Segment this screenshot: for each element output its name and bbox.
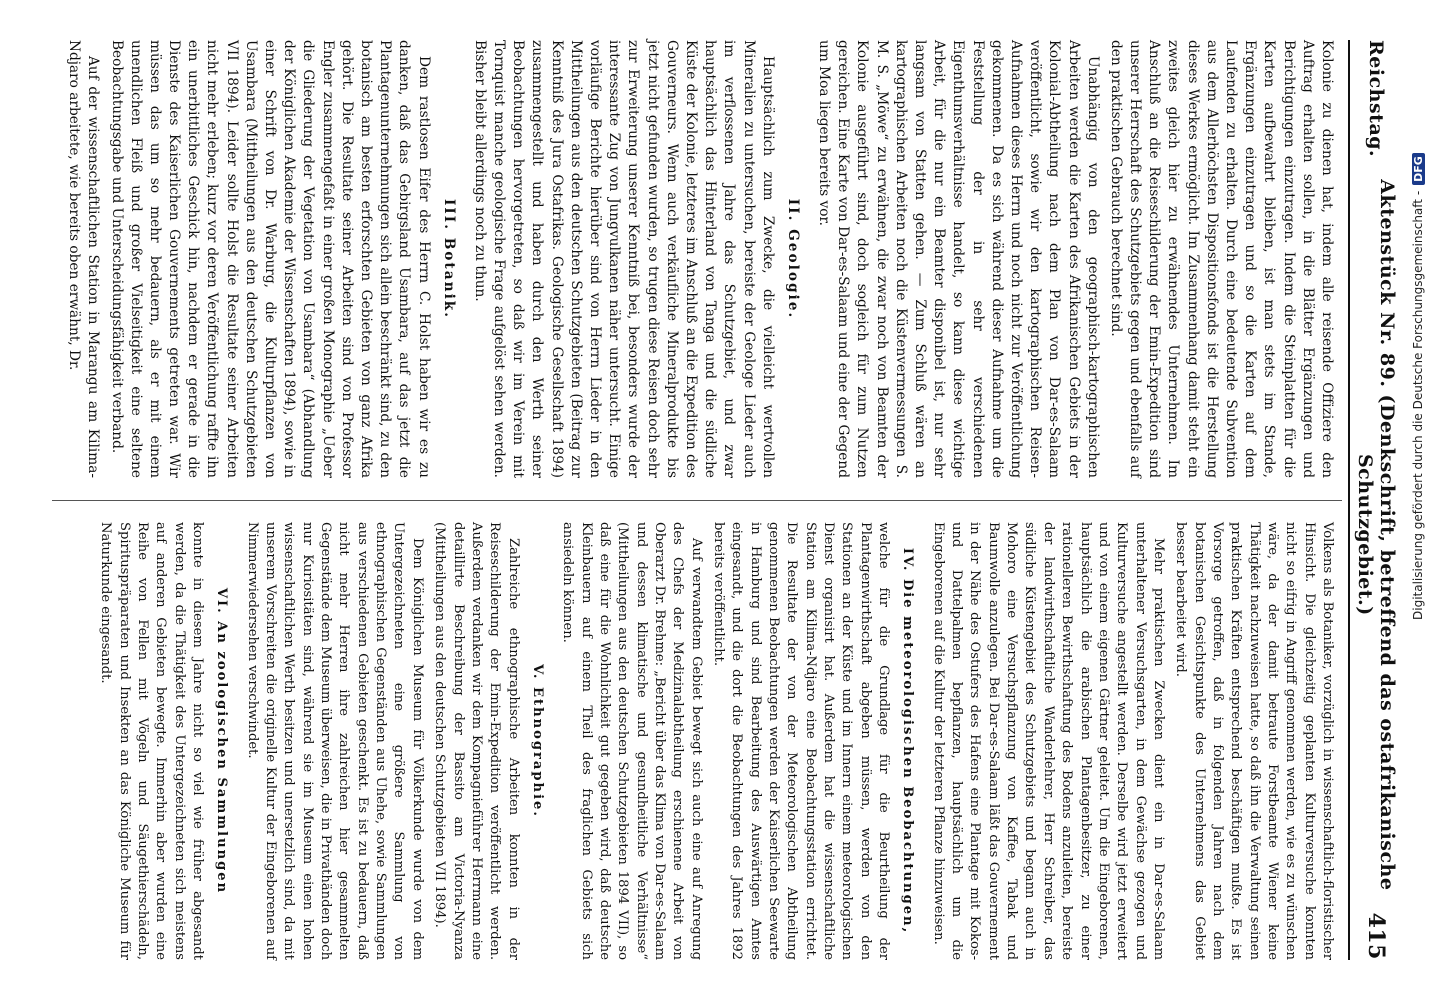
header-left: Reichstag. (1365, 40, 1387, 158)
column-divider (52, 500, 1342, 501)
paragraph: Unabhängig von den geographisch-kartographischen Arbeiten werden die Karten des Afrikanischen Gebiets in der Kolonial-Abtheilung nach dem Plan von Dar-es-Salaam veröffentlicht, sowie wir den kartographischen Reisen-Aufnahmen dieses Herrn und noch nicht zur Veröffentlichung gekommenen. Da es sich während dieser Aufnahme um die Feststellung der in sehr verschiedenen Eigenthumsverhältnisse handelt, so kann diese wichtige Arbeit, für die nur ein Beamter disponibel ist, nur sehr langsam von Statten gehen. — Zum Schluß wären an kartographischen Arbeiten noch die Küstenvermessungen S. M. S. „Möwe“ zu erwähnen, die zwar noch von Beamten der Kolonie ausgeführt sind, doch sogleich für zum Nutzen gereichen. Eine Karte von Dar-es-Salaam und eine der Gegend um Moa liegen bereits vor. (816, 40, 1101, 478)
header-rule (1348, 40, 1350, 960)
paragraph: Mehr praktischen Zwecken dient ein in Dar-es-Salaam unterhaltener Versuchsgarten, in dem Gewächse gezogen und Kulturversuche angestellt werden. Derselbe wird jetzt erweitert und von einem eigenen Gärtner geleitet. Um die Eingeborenen, hauptsächlich die arabischen Plantagenbesitzer, zu einer rationelleren Bewirthschaftung des Bodens anzuleiten, bereiste der landwirthschaftliche Wanderlehrer, Herr Schreiber, das südliche Küstengebiet des Schutzgebiets und begann auch in Mohoro eine Versuchspflanzung von Kaffee, Tabak und Baumwolle anzulegen. Bei Dar-es-Salaam läßt das Gouvernement in der Nähe des Ostufers des Hafens eine Plantage mit Kokos- und Dattelpalmen bepflanzen, hauptsächlich um die Eingeborenen auf die Kultur der letzteren Pflanze hinzuweisen. (930, 522, 1166, 960)
paragraph: Dem rastlosen Eifer des Herrn C. Holst haben wir es zu danken, daß das Gebirgsland Usambara, auf das jetzt die Plantagenunternehmungen sich allein beschränkt sind, zu den botanisch am besten erforschten Gebieten von ganz Afrika gehört. Die Resultate seiner Arbeiten sind von Professor Engler zusammengefaßt in einer großen Monographie „Ueber die Gliederung der Vegetation von Usambara“ (Abhandlung der Königlichen Akademie der Wissenschaften 1894), sowie in einer Schrift von Dr. Warburg, die Kulturpflanzen von Usambara (Mittheilungen aus den deutschen Schutzgebieten VII 1894). Leider sollte Holst die Resultate seiner Arbeiten nicht mehr erleben; kurz vor deren Veröffentlichung raffte ihn ein unerbittliches Geschick hin, nachdem er gerade in die Dienste des Kaiserlichen Gouvernements getreten war. Wir müssen das um so mehr bedauern, als er mit einem unendlichen Fleiß und großer Vielseitigkeit eine seltene Beobachtungsgabe und Unterscheidungsfähigkeit verband. (108, 40, 432, 478)
digitization-note (1408, 156, 1428, 620)
section-title-meteorologie: IV. Die meteorologischen Beobachtungen, (900, 547, 916, 935)
paragraph: Hauptsächlich zum Zwecke, die vielleicht wertvollen Mineralien zu untersuchen, bereiste der Geologe Lieder auch im verflossenen Jahre das Schutzgebiet, und zwar hauptsächlich das Hinterland von Tanga und die südliche Küste der Kolonie, letzteres im Anschluß an die Expedition des Gouverneurs. Wenn auch verkäufliche Mineralprodukte bis jetzt nicht gefunden wurden, so trugen diese Reisen doch sehr zur Erweiterung unserer Kenntniß bei, besonders wurde der interessante Zug von Jungvulkanen näher untersucht. Einige vorläufige Berichte hierüber sind von Herrn Lieder in den Mittheilungen aus den deutschen Schutzgebieten (Beitrag zur Kenntniß des Jura Ostafrikas. Geologische Gesellschaft 1894) zusammengestellt und haben durch den Werth seiner Beobachtungen hervorgetreten, so daß wir im Verein mit Tornquist manche geologische Frage aufgelöst sehen werden. Bisher bleibt allerdings noch zu thun. (471, 40, 776, 478)
header-title: Aktenstück Nr. 89. (Denkschrift, betreffend das ostafrikanische Schutzgebiet.) (1354, 179, 1398, 891)
section-title-geologie: II. Geologie. (784, 198, 801, 320)
section-title-botanik: III. Botanik. (440, 198, 457, 320)
paragraph: Dem Königlichen Museum für Völkerkunde wurde von dem Untergezeichneten eine größere Sammlung von ethnographischen Gegenständen aus Uhehe, sowie Sammlungen aus verschiedenen Gebieten geschenkt. Es ist zu bedauern, daß nicht mehr Herren ihre zahlreichen hier gesammelten Gegenstände dem Museum überweisen, die in Privathänden doch nur Kuriositäten sind, während sie im Museum einen hohen wissenschaftlichen Werth besitzen und unersetzlich sind, da mit unserem Vorschreiten die originelle Kultur der Eingeborenen auf Nimmerwiedersehen verschwindet. (244, 522, 425, 960)
digitization-text: Digitalisierung gefördert durch die Deutsche Forschungsgemeinschaft - (1411, 190, 1425, 620)
paragraph: Zahlreiche ethnographische Arbeiten konnten in der Reiseschilderung der Emin-Expedition veröffentlicht werden. Außerdem verdanken wir dem Kompagnieführer Herrmann eine detaillirte Beschreibung der Bassito am Victoria-Nyanza (Mittheilungen aus den deutschen Schutzgebieten VII 1894). (432, 522, 521, 960)
page-number: 415 (1363, 912, 1389, 960)
paragraph: Auf verwandtem Gebiet bewegt sich auch eine auf Anregung des Chefs der Medizinalabtheilung erschienene Arbeit von Oberarzt Dr. Brehme: „Bericht über das Klima von Dar-es-Salaam und dessen klimatische und gesundheitliche Verhältnisse“ (Mittheilungen aus den deutschen Schutzgebieten 1894 VII), so daß eine für die Wohnlichkeit gut gegeben wird, daß deutsche Kleinbauern auf einem Theil des fraglichen Gebiets sich ansiedeln können. (560, 522, 704, 960)
paragraph: Kolonie zu dienen hat, indem alle reisende Offiziere den Auftrag erhalten sollen, in die Blätter Ergänzungen und Berichtigungen einzutragen. Indem die Steinplatten für die Karten aufbewahrt bleiben, ist man stets im Stande, Ergänzungen einzutragen und so die Karten auf dem Laufenden zu erhalten. Durch eine bedeutende Subvention aus dem Allerhöchsten Dispositionsfonds ist die Herstellung dieses Werkes ermöglicht. Im Zusammenhang damit steht ein zweites gleich hier zu erwähnendes Unternehmen. Im Anschluß an die Reiseschilderung der Emin-Expedition sind unserer Herrschaft des Schutzgebiets gegen und ebenfalls auf den praktischen Gebrauch berechnet sind. (1107, 40, 1335, 478)
paragraph: Volkens als Botaniker, vorzüglich in wissenschaftlich-floristischer Hinsicht. Die gleichzeitig geplanten Kulturversuche konnten nicht so eifrig in Angriff genommen werden, wie es zu wünschen wäre, da der damit betraute Forstbeamte Wiener keine Thätigkeit nachzuweisen hatte, so daß ihn die Verwaltung seinen praktischen Kräften entsprechend beschäftigen mußte. Es ist Vorsorge getroffen, daß in folgenden Jahren nach dem botanischen Gesichtspunkte des Unternehmens das Gebiet besser bearbeitet wird. (1173, 522, 1335, 960)
paragraph: Auf der wissenschaftlichen Station in Marangu am Kilima-Ndjaro arbeitete, wie bereits oben erwähnt, Dr. (66, 40, 102, 478)
section-title-zoologie: VI. An zoologischen Sammlungen (214, 587, 230, 895)
right-column (92, 522, 1336, 960)
paragraph: welche für die Grundlage für die Beurtheilung der Plantagenwirthschaft abgeben müssen, werden von den Stationen an der Küste und im Innern einem meteorologischen Dienst organisirt hat. Außerdem hat die wissenschaftliche Station am Kilima-Ndjaro eine Beobachtungsstation errichtet. Die Resultate der von der Meteorologischen Abtheilung genommenen Beobachtungen werden der Kaiserlichen Seewarte in Hamburg und sind Bearbeitung des Auswärtigen Amtes eingesandt, und die dort die Beobachtungen des Jahres 1892 bereits veröffentlicht. (711, 522, 892, 960)
left-column (60, 40, 1336, 478)
page-header (1356, 40, 1396, 960)
dfg-logo: DFG (1412, 153, 1425, 185)
section-title-ethnographie: V. Ethnographie. (529, 664, 545, 818)
paragraph: konnte in diesem Jahre nicht so viel wie früher abgesandt werden, da die Thätigkeit des Untergezeichneten sich meistens auf anderen Gebieten bewegte. Immerhin aber wurden eine Reihe von Fellen mit Vögeln und Säugethierschädeln, Spirituspräparaten und Insekten an das Königliche Museum für Naturkunde eingesandt. (98, 522, 206, 960)
